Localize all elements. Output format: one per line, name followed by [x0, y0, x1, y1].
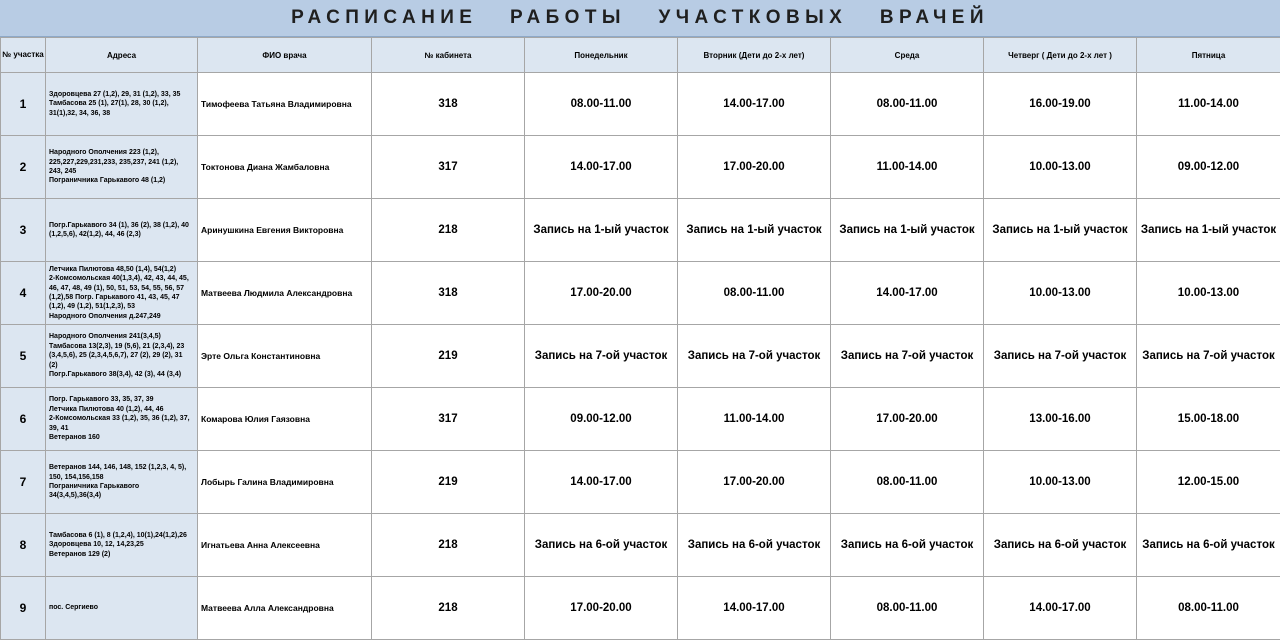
table-row	[1, 388, 1280, 451]
address-line: 39, 41	[49, 424, 195, 433]
address-line: Ветеранов 160	[49, 433, 195, 442]
thursday-hours: 10.00-13.00	[984, 136, 1137, 199]
tuesday-hours: Запись на 6-ой участок	[678, 514, 831, 577]
friday-hours: 12.00-15.00	[1137, 451, 1280, 514]
friday-hours: 09.00-12.00	[1137, 136, 1280, 199]
district-number: 5	[1, 325, 46, 388]
address-line: Здоровцева 27 (1,2), 29, 31 (1,2), 33, 35	[49, 90, 195, 99]
address-cell	[46, 451, 198, 514]
header-monday: Понедельник	[525, 38, 678, 73]
monday-hours: 17.00-20.00	[525, 577, 678, 640]
cabinet-number: 317	[372, 388, 525, 451]
address-line: Тамбасова 25 (1), 27(1), 28, 30 (1,2),	[49, 99, 195, 108]
address-line: Погр. Гарькавого 33, 35, 37, 39	[49, 395, 195, 404]
address-cell	[46, 325, 198, 388]
district-number: 3	[1, 199, 46, 262]
wednesday-hours: 17.00-20.00	[831, 388, 984, 451]
address-cell	[46, 388, 198, 451]
cabinet-number: 219	[372, 325, 525, 388]
table-row	[1, 199, 1280, 262]
thursday-hours: 14.00-17.00	[984, 577, 1137, 640]
table-row	[1, 514, 1280, 577]
title-bar	[0, 0, 1280, 37]
address-line: Ветеранов 129 (2)	[49, 550, 195, 559]
district-number: 8	[1, 514, 46, 577]
table-row	[1, 262, 1280, 325]
doctor-name: Матвеева Алла Александровна	[198, 577, 372, 640]
address-line: 34(3,4,5),36(3,4)	[49, 491, 195, 500]
table-row	[1, 73, 1280, 136]
address-line: Погр.Гарькавого 38(3,4), 42 (3), 44 (3,4)	[49, 370, 195, 379]
table-row	[1, 577, 1280, 640]
table-row	[1, 325, 1280, 388]
monday-hours: 14.00-17.00	[525, 451, 678, 514]
friday-hours: 08.00-11.00	[1137, 577, 1280, 640]
address-line: Пограничника Гарькавого	[49, 482, 195, 491]
doctor-name: Комарова Юлия Гаязовна	[198, 388, 372, 451]
tuesday-hours: Запись на 1-ый участок	[678, 199, 831, 262]
district-number: 2	[1, 136, 46, 199]
friday-hours: Запись на 1-ый участок	[1137, 199, 1280, 262]
address-cell	[46, 73, 198, 136]
address-line: Здоровцева 10, 12, 14,23,25	[49, 540, 195, 549]
friday-hours: 11.00-14.00	[1137, 73, 1280, 136]
header-num: № участка	[1, 38, 46, 73]
friday-hours: 15.00-18.00	[1137, 388, 1280, 451]
address-line: 46, 47, 48, 49 (1), 50, 51, 53, 54, 55, 56, 57	[49, 284, 195, 293]
friday-hours: Запись на 6-ой участок	[1137, 514, 1280, 577]
table-row	[1, 451, 1280, 514]
wednesday-hours: 08.00-11.00	[831, 73, 984, 136]
tuesday-hours: 14.00-17.00	[678, 73, 831, 136]
address-line: Тамбасова 13(2,3), 19 (5,6), 21 (2,3,4), 23	[49, 342, 195, 351]
address-line: 225,227,229,231,233, 235,237, 241 (1,2),	[49, 158, 195, 167]
address-line: Летчика Пилютова 48,50 (1,4), 54(1,2)	[49, 265, 195, 274]
address-line: (1,2), 49 (1,2), 51(1,2,3), 53	[49, 302, 195, 311]
thursday-hours: 10.00-13.00	[984, 451, 1137, 514]
address-line: 150, 154,156,158	[49, 473, 195, 482]
monday-hours: Запись на 7-ой участок	[525, 325, 678, 388]
header-wednesday: Среда	[831, 38, 984, 73]
monday-hours: 17.00-20.00	[525, 262, 678, 325]
address-cell	[46, 577, 198, 640]
district-number: 1	[1, 73, 46, 136]
wednesday-hours: 08.00-11.00	[831, 577, 984, 640]
monday-hours: Запись на 6-ой участок	[525, 514, 678, 577]
cabinet-number: 318	[372, 73, 525, 136]
address-cell	[46, 136, 198, 199]
wednesday-hours: Запись на 7-ой участок	[831, 325, 984, 388]
thursday-hours: 16.00-19.00	[984, 73, 1137, 136]
doctor-name: Аринушкина Евгения Викторовна	[198, 199, 372, 262]
monday-hours: 08.00-11.00	[525, 73, 678, 136]
tuesday-hours: Запись на 7-ой участок	[678, 325, 831, 388]
header-friday: Пятница	[1137, 38, 1280, 73]
tuesday-hours: 17.00-20.00	[678, 136, 831, 199]
cabinet-number: 218	[372, 199, 525, 262]
address-line: 2-Комсомольская 33 (1,2), 35, 36 (1,2), 37,	[49, 414, 195, 423]
cabinet-number: 219	[372, 451, 525, 514]
doctor-name: Эрте Ольга Константиновна	[198, 325, 372, 388]
thursday-hours: Запись на 1-ый участок	[984, 199, 1137, 262]
tuesday-hours: 14.00-17.00	[678, 577, 831, 640]
header-thursday: Четверг ( Дети до 2-х лет )	[984, 38, 1137, 73]
address-line: Народного Ополчения д.247,249	[49, 312, 195, 321]
doctor-name: Тимофеева Татьяна Владимировна	[198, 73, 372, 136]
schedule-body	[1, 73, 1280, 640]
address-line: Ветеранов 144, 146, 148, 152 (1,2,3, 4, 5),	[49, 463, 195, 472]
doctor-name: Матвеева Людмила Александровна	[198, 262, 372, 325]
address-line: Пограничника Гарькавого 48 (1,2)	[49, 176, 195, 185]
tuesday-hours: 17.00-20.00	[678, 451, 831, 514]
address-line: 2-Комсомольская 40(1,3,4), 42, 43, 44, 45,	[49, 274, 195, 283]
schedule-table	[0, 37, 1280, 640]
monday-hours: Запись на 1-ый участок	[525, 199, 678, 262]
wednesday-hours: 08.00-11.00	[831, 451, 984, 514]
wednesday-hours: 14.00-17.00	[831, 262, 984, 325]
cabinet-number: 317	[372, 136, 525, 199]
friday-hours: 10.00-13.00	[1137, 262, 1280, 325]
address-line: Народного Ополчения 223 (1,2),	[49, 148, 195, 157]
page-title: РАСПИСАНИЕ РАБОТЫ УЧАСТКОВЫХ ВРАЧЕЙ	[291, 7, 989, 29]
address-line: (1,2),58 Погр. Гарькавого 41, 43, 45, 47	[49, 293, 195, 302]
district-number: 7	[1, 451, 46, 514]
tuesday-hours: 11.00-14.00	[678, 388, 831, 451]
wednesday-hours: Запись на 1-ый участок	[831, 199, 984, 262]
district-number: 9	[1, 577, 46, 640]
header-cabinet: № кабинета	[372, 38, 525, 73]
district-number: 4	[1, 262, 46, 325]
cabinet-number: 218	[372, 514, 525, 577]
doctor-name: Лобырь Галина Владимировна	[198, 451, 372, 514]
friday-hours: Запись на 7-ой участок	[1137, 325, 1280, 388]
thursday-hours: 13.00-16.00	[984, 388, 1137, 451]
address-line: Летчика Пилютова 40 (1,2), 44, 46	[49, 405, 195, 414]
address-line: 243, 245	[49, 167, 195, 176]
address-cell	[46, 199, 198, 262]
header-address: Адреса	[46, 38, 198, 73]
address-line: Народного Ополчения 241(3,4,5)	[49, 332, 195, 341]
address-cell	[46, 262, 198, 325]
address-line: пос. Сергиево	[49, 603, 195, 612]
cabinet-number: 218	[372, 577, 525, 640]
district-number: 6	[1, 388, 46, 451]
table-row	[1, 136, 1280, 199]
wednesday-hours: 11.00-14.00	[831, 136, 984, 199]
doctor-name: Токтонова Диана Жамбаловна	[198, 136, 372, 199]
tuesday-hours: 08.00-11.00	[678, 262, 831, 325]
address-line: 31(1),32, 34, 36, 38	[49, 109, 195, 118]
header-tuesday: Вторник (Дети до 2-х лет)	[678, 38, 831, 73]
address-line: (2)	[49, 361, 195, 370]
cabinet-number: 318	[372, 262, 525, 325]
monday-hours: 09.00-12.00	[525, 388, 678, 451]
address-line: Погр.Гарькавого 34 (1), 36 (2), 38 (1,2), 40	[49, 221, 195, 230]
wednesday-hours: Запись на 6-ой участок	[831, 514, 984, 577]
header-row	[1, 38, 1280, 73]
monday-hours: 14.00-17.00	[525, 136, 678, 199]
doctor-name: Игнатьева Анна Алексеевна	[198, 514, 372, 577]
address-line: (3,4,5,6), 25 (2,3,4,5,6,7), 27 (2), 29 (2), 31	[49, 351, 195, 360]
address-cell	[46, 514, 198, 577]
thursday-hours: 10.00-13.00	[984, 262, 1137, 325]
thursday-hours: Запись на 6-ой участок	[984, 514, 1137, 577]
address-line: (1,2,5,6), 42(1,2), 44, 46 (2,3)	[49, 230, 195, 239]
header-doctor: ФИО врача	[198, 38, 372, 73]
thursday-hours: Запись на 7-ой участок	[984, 325, 1137, 388]
address-line: Тамбасова 6 (1), 8 (1,2,4), 10(1),24(1,2),26	[49, 531, 195, 540]
